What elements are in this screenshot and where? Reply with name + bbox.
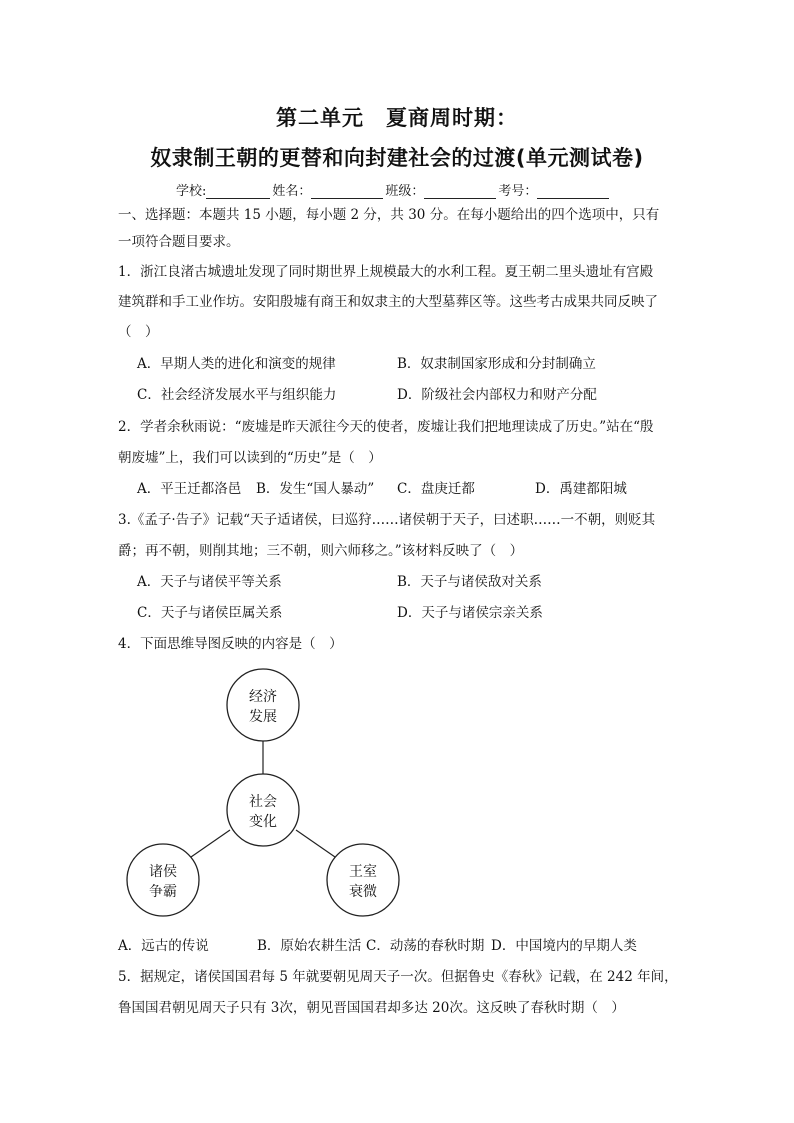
q2-option-c: C．盘庚迁都 [397,481,475,497]
node-royal-decline-circle [327,844,399,916]
q1-option-a: A．早期人类的进化和演变的规律 [137,356,336,372]
q1-option-d: D．阶级社会内部权力和财产分配 [397,387,597,403]
exam-no-label: 考号： [498,184,538,199]
mind-map-diagram [118,665,418,935]
q3-option-d: D．天子与诸侯宗亲关系 [397,605,543,621]
q2-stem-line1: 2．学者余秋雨说：“废墟是昨天派往今天的使者，废墟让我们把地理读成了历史。”站在“殷 [118,419,654,435]
node-royal-decline-text1: 王室 [349,864,377,880]
q2-stem-line2: 朝废墟”上，我们可以读到的“历史”是（ ） [118,450,382,466]
q1-stem-line1: 1．浙江良渚古城遗址发现了同时期世界上规模最大的水利工程。夏王朝二里头遗址有宫殿 [118,264,654,280]
q1-option-b: B．奴隶制国家形成和分封制确立 [397,356,596,372]
q4-option-c: C．动荡的春秋时期 [366,938,485,954]
q3-stem-line2: 爵；再不朝，则削其地；三不朝，则六师移之。”该材料反映了（ ） [118,543,524,559]
class-label: 班级： [385,184,425,199]
node-hegemony-text1: 诸侯 [149,864,177,880]
node-society-circle [227,774,299,846]
edge-center-left [191,830,230,857]
q1-stem-line3: （ ） [118,324,159,340]
edge-center-right [296,830,335,857]
node-society-text2: 变化 [249,814,277,830]
q3-option-c: C．天子与诸侯臣属关系 [137,605,283,621]
name-blank [311,184,383,199]
q3-option-a: A．天子与诸侯平等关系 [137,574,282,590]
node-royal-decline-text2: 衰微 [349,884,377,900]
q1-option-c: C．社会经济发展水平与组织能力 [137,387,337,403]
q5-stem-line1: 5．据规定，诸侯国国君每 5 年就要朝见周天子一次。但据鲁史《春秋》记载，在 242 年间， [118,969,678,985]
class-blank [424,184,496,199]
q4-stem-line1: 4．下面思维导图反映的内容是（ ） [118,636,343,652]
section-instruction-line2: 一项符合题目要求。 [118,234,240,250]
q3-stem-line1: 3.《孟子·告子》记载“天子适诸侯，曰巡狩……诸侯朝于天子，曰述职……一不朝，则贬其 [118,512,656,528]
q4-option-b: B．原始农耕生活 [257,938,362,954]
school-blank [206,184,270,199]
q4-option-a: A．远古的传说 [118,938,209,954]
node-economy-text1: 经济 [249,689,277,705]
student-info-row [176,180,611,199]
exam-no-blank [537,184,609,199]
q3-option-b: B．天子与诸侯敌对关系 [397,574,542,590]
q5-stem-line2: 鲁国国君朝见周天子只有 3次，朝见晋国国君却多达 20次。这反映了春秋时期（ ） [118,1000,625,1016]
q1-stem-line2: 建筑群和手工业作坊。安阳殷墟有商王和奴隶主的大型墓葬区等。这些考古成果共同反映了 [118,294,658,310]
q2-option-d: D．禹建都阳城 [535,481,627,497]
node-economy-circle [227,669,299,741]
node-economy-text2: 发展 [249,709,277,725]
section-instruction-line1: 一、选择题：本题共 15 小题，每小题 2 分，共 30 分。在每小题给出的四个选项中，只有 [118,207,660,223]
name-label: 姓名： [272,184,312,199]
q4-option-d: D．中国境内的早期人类 [491,938,637,954]
node-hegemony-text2: 争霸 [149,884,177,900]
page-title-line1: 第二单元 夏商周时期： [276,106,518,130]
node-society-text1: 社会 [249,794,277,810]
school-label: 学校: [176,184,207,199]
node-hegemony-circle [127,844,199,916]
q2-option-a: A．平王迁都洛邑 [137,481,242,497]
q2-option-b: B．发生“国人暴动” [256,481,375,497]
page-title-line2: 奴隶制王朝的更替和向封建社会的过渡(单元测试卷) [150,146,644,170]
